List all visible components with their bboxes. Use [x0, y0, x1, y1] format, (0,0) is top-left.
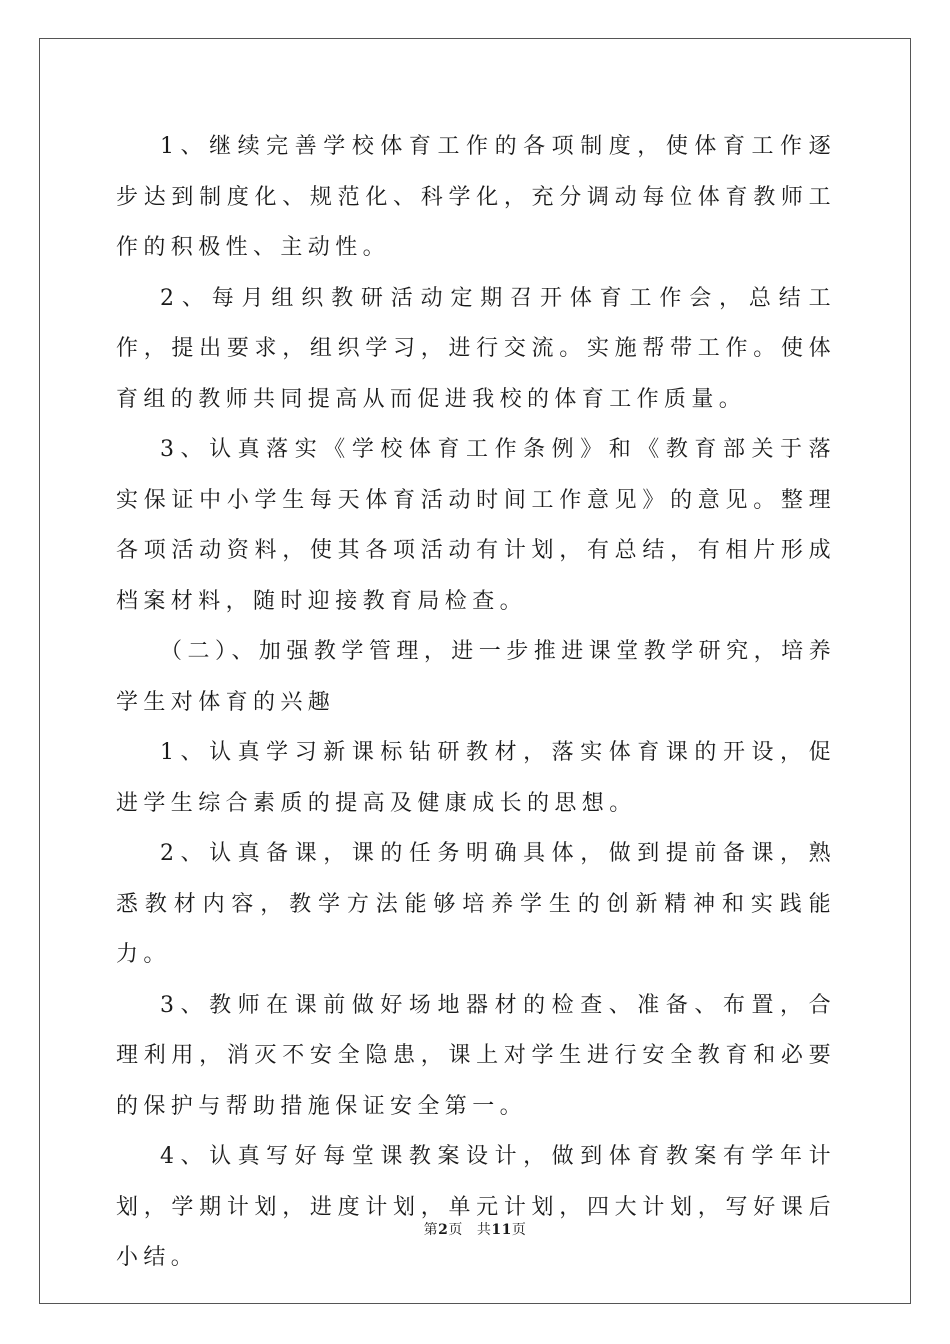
document-body	[116, 122, 836, 1284]
page-footer	[0, 1219, 950, 1239]
total-page-number: 11	[491, 1222, 512, 1238]
paragraph-5: 1、认真学习新课标钻研教材，落实体育课的开设，促进学生综合素质的提高及健康成长的思想。	[116, 740, 836, 816]
section-heading-2: （二）、加强教学管理，进一步推进课堂教学研究，培养学生对体育的兴趣	[116, 639, 836, 715]
paragraph-8: 4、认真写好每堂课教案设计，做到体育教案有学年计划，学期计划，进度计划，单元计划，四大计划，写好课后小结。	[116, 1144, 836, 1270]
current-page-number: 2	[438, 1222, 449, 1238]
total-suffix: 页	[511, 1222, 527, 1238]
paragraph-1: 1、继续完善学校体育工作的各项制度，使体育工作逐步达到制度化、规范化、科学化，充分调动每位体育教师工作的积极性、主动性。	[116, 134, 836, 260]
page-prefix: 第	[423, 1222, 439, 1238]
paragraph-2: 2、每月组织教研活动定期召开体育工作会，总结工作，提出要求，组织学习，进行交流。实施帮带工作。使体育组的教师共同提高从而促进我校的体育工作质量。	[116, 285, 836, 412]
paragraph-7: 3、教师在课前做好场地器材的检查、准备、布置，合理利用，消灭不安全隐患，课上对学生进行安全教育和必要的保护与帮助措施保证安全第一。	[116, 992, 836, 1119]
paragraph-3: 3、认真落实《学校体育工作条例》和《教育部关于落实保证中小学生每天体育活动时间工作意见》的意见。整理各项活动资料，使其各项活动有计划，有总结，有相片形成档案材料，随时迎接教育局检查。	[116, 437, 836, 614]
page-suffix: 页	[448, 1222, 463, 1238]
total-prefix: 共	[476, 1222, 492, 1238]
paragraph-6: 2、认真备课，课的任务明确具体，做到提前备课，熟悉教材内容，教学方法能够培养学生的创新精神和实践能力。	[116, 841, 836, 967]
